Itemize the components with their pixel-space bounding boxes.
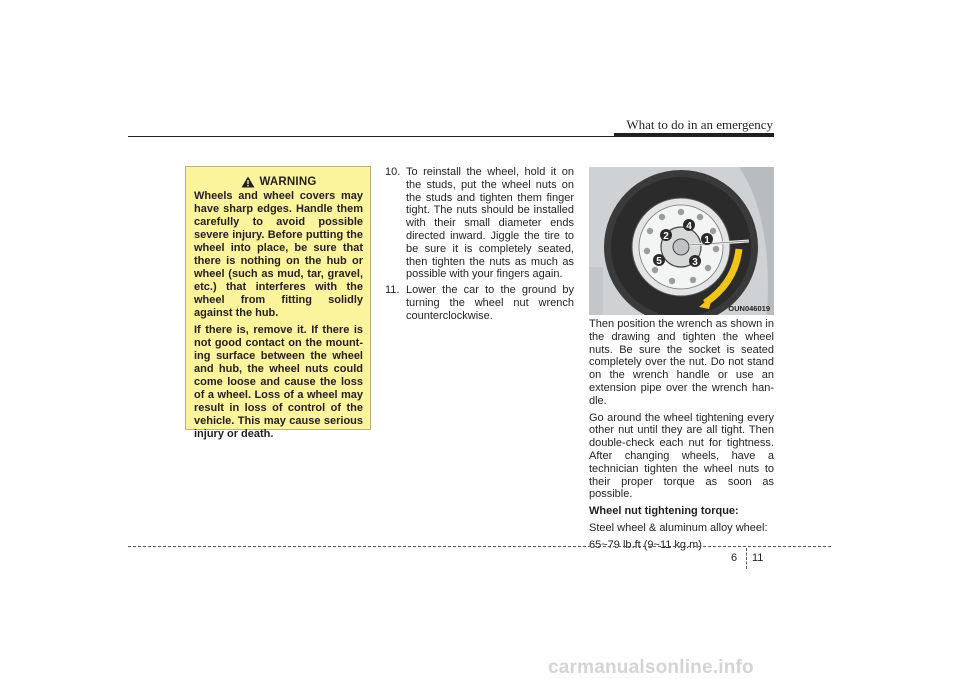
nut-number-labels [589,167,774,315]
watermark-text: carmanualsonline.info [548,657,754,678]
step-item [385,284,574,322]
body-paragraph: Then position the wrench as shown in the drawing and tighten the wheel nuts. Be sure the socket is seated completely over the nut. Do not stand on the wrench handle or use an extension pipe over the wrench han-dle. [589,318,774,407]
footer-divider [128,546,831,547]
nut-label: 4 [686,221,692,232]
section-title: What to do in an emergency [626,117,773,132]
warning-paragraph: Wheels and wheel covers may have sharp edges. Handle them carefully to avoid possible severe injury. Before putting the wheel into place, be sure that there is nothing on the hub or wheel (such as mud, tar, gravel, etc.) that interferes with the wheel from fitting solidly against the hub. [194,190,363,319]
warning-paragraph: If there is, remove it. If there is not good contact on the mount-ing surface between the wheel and hub, the wheel nuts could come loose and cause the loss of a wheel. Loss of a wheel may result in loss of control of the vehicle. This may cause serious injury or death. [194,324,363,440]
nut-label: 3 [692,257,698,268]
nut-label: 2 [663,231,669,242]
warning-header [194,176,363,188]
warning-triangle-icon [241,176,255,188]
step-item [385,166,574,281]
page-number-divider [746,548,747,569]
torque-spec-label: Steel wheel & aluminum alloy wheel: [589,521,768,534]
right-column-text [589,318,774,556]
step-text: To reinstall the wheel, hold it on the studs, put the wheel nuts on the studs and tighten them finger tight. The nuts should be installed with their small diameter ends directed inward. Jiggle the tire to be sure it is completely seated, then tighten the nuts as much as possible with your fingers again. [406,166,574,281]
nut-label: 5 [656,256,662,267]
instruction-steps [385,166,574,326]
step-number: 10. [385,166,401,178]
figure-code: OUN046019 [728,304,770,313]
page-number: 11 [752,552,764,564]
torque-heading: Wheel nut tightening torque: [589,505,739,518]
step-text: Lower the car to the ground by turning the wheel nut wrench counterclockwise. [406,284,574,322]
header-rule-accent [614,133,774,137]
warning-box [185,166,371,440]
body-paragraph: Go around the wheel tightening every other nut until they are all tight. Then double-check each nut for tightness. After changing wheels, have a technician tighten the wheel nuts to their proper torque as soon as possible. [589,411,774,501]
nut-label: 1 [704,235,710,246]
section-number: 6 [731,552,738,564]
wheel-illustration [589,167,774,315]
step-number: 11. [385,284,400,297]
torque-spec-value: 65~79 lb.ft (9~11 kg.m) [589,538,702,551]
warning-title: WARNING [259,176,317,188]
